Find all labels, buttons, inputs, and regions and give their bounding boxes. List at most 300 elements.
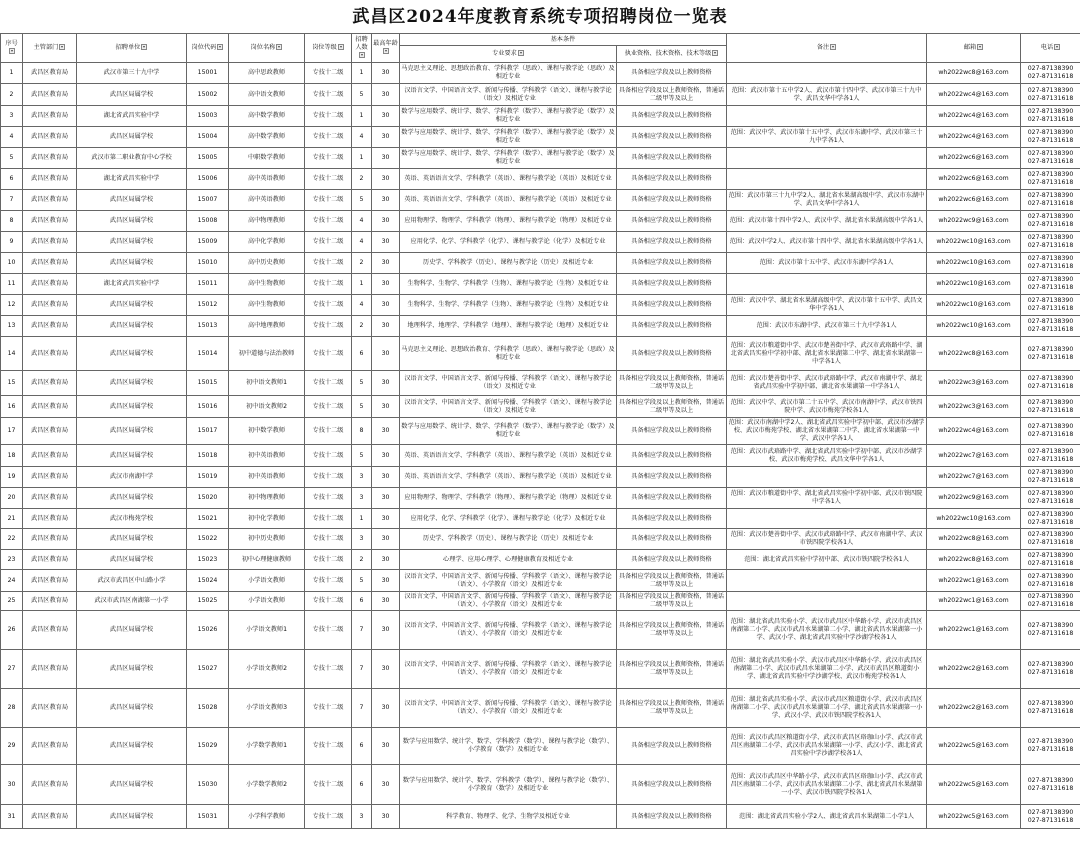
cell-qual[interactable]: 具备相应学段及以上教师资格: [617, 805, 727, 829]
cell-note[interactable]: [727, 148, 927, 169]
cell-qual[interactable]: 具备相应学段及以上教师资格: [617, 316, 727, 337]
cell-email[interactable]: wh2022wc3@163.com: [927, 396, 1021, 418]
filter-dropdown-icon[interactable]: [338, 44, 344, 50]
cell-name[interactable]: 小学语文教师1: [229, 611, 305, 650]
cell-code[interactable]: 15017: [187, 418, 229, 445]
cell-email[interactable]: wh2022wc1@163.com: [927, 570, 1021, 592]
cell-code[interactable]: 15004: [187, 127, 229, 148]
cell-phone[interactable]: 027-87138390 027-87131618: [1021, 190, 1080, 211]
cell-name[interactable]: 小学语文教师: [229, 592, 305, 611]
cell-name[interactable]: 初中历史教师: [229, 529, 305, 550]
cell-note[interactable]: 范围：武汉中学2人、武汉市第十四中学、湖北省水果湖高级中学各1人: [727, 232, 927, 253]
cell-major[interactable]: 汉语言文学、中国语言文学、新闻与传播、学科教学（语文）、课程与教学论（语文）及相近专业: [400, 84, 617, 106]
cell-note[interactable]: [727, 467, 927, 488]
cell-qual[interactable]: 具备相应学段及以上教师资格: [617, 232, 727, 253]
cell-qual[interactable]: 具备相应学段及以上教师资格，普通话二级甲等及以上: [617, 371, 727, 396]
cell-email[interactable]: wh2022wc8@163.com: [927, 337, 1021, 371]
filter-dropdown-icon[interactable]: [276, 44, 282, 50]
filter-dropdown-icon[interactable]: [359, 52, 365, 58]
header-note[interactable]: 备注: [727, 34, 927, 63]
cell-unit[interactable]: 武昌区局属学校: [77, 529, 187, 550]
cell-age[interactable]: 30: [372, 295, 400, 316]
cell-age[interactable]: 30: [372, 169, 400, 190]
cell-note[interactable]: 范围：湖北省武昌实验小学、武汉市武昌区粮道街小学、武汉市武昌区南湖第二小学、武汉市武昌水果湖第二小学、湖北省武昌水果湖第一小学、武汉小学、武汉市铁四院学校各1人: [727, 689, 927, 728]
cell-dept[interactable]: 武昌区教育局: [23, 529, 77, 550]
cell-major[interactable]: 马克思主义理论、思想政治教育、学科教学（思政）、课程与教学论（思政）及相近专业: [400, 63, 617, 84]
cell-num[interactable]: 6: [352, 337, 372, 371]
cell-email[interactable]: wh2022wc7@163.com: [927, 445, 1021, 467]
cell-seq[interactable]: 24: [1, 570, 23, 592]
cell-seq[interactable]: 29: [1, 728, 23, 765]
cell-age[interactable]: 30: [372, 148, 400, 169]
cell-level[interactable]: 专技十二级: [305, 611, 352, 650]
cell-seq[interactable]: 8: [1, 211, 23, 232]
cell-email[interactable]: wh2022wc8@163.com: [927, 63, 1021, 84]
cell-unit[interactable]: 武汉市武昌区南湖第一小学: [77, 592, 187, 611]
cell-age[interactable]: 30: [372, 570, 400, 592]
cell-phone[interactable]: 027-87138390 027-87131618: [1021, 371, 1080, 396]
cell-code[interactable]: 15031: [187, 805, 229, 829]
cell-phone[interactable]: 027-87138390 027-87131618: [1021, 211, 1080, 232]
cell-code[interactable]: 15012: [187, 295, 229, 316]
cell-age[interactable]: 30: [372, 592, 400, 611]
cell-level[interactable]: 专技十二级: [305, 316, 352, 337]
cell-name[interactable]: 高中生物教师: [229, 295, 305, 316]
cell-name[interactable]: 小学语文教师2: [229, 650, 305, 689]
cell-seq[interactable]: 2: [1, 84, 23, 106]
cell-major[interactable]: 汉语言文学、中国语言文学、新闻与传播、学科教学（语文）、课程与教学论（语文）及相近专业: [400, 396, 617, 418]
cell-qual[interactable]: 具备相应学段及以上教师资格: [617, 169, 727, 190]
cell-unit[interactable]: 武汉市第三十九中学: [77, 63, 187, 84]
cell-num[interactable]: 8: [352, 418, 372, 445]
cell-num[interactable]: 6: [352, 592, 372, 611]
cell-qual[interactable]: 具备相应学段及以上教师资格: [617, 337, 727, 371]
header-age[interactable]: 最高年龄: [372, 34, 400, 63]
cell-dept[interactable]: 武昌区教育局: [23, 316, 77, 337]
cell-major[interactable]: 生物科学、生物学、学科教学（生物）、课程与教学论（生物）及相近专业: [400, 295, 617, 316]
cell-note[interactable]: [727, 169, 927, 190]
cell-name[interactable]: 高中思政教师: [229, 63, 305, 84]
cell-num[interactable]: 4: [352, 232, 372, 253]
cell-name[interactable]: 高中英语教师: [229, 190, 305, 211]
cell-level[interactable]: 专技十二级: [305, 592, 352, 611]
cell-unit[interactable]: 武汉市武昌区中山路小学: [77, 570, 187, 592]
cell-dept[interactable]: 武昌区教育局: [23, 253, 77, 274]
cell-code[interactable]: 15029: [187, 728, 229, 765]
filter-dropdown-icon[interactable]: [141, 44, 147, 50]
cell-unit[interactable]: 武昌区局属学校: [77, 689, 187, 728]
cell-email[interactable]: wh2022wc8@163.com: [927, 529, 1021, 550]
filter-dropdown-icon[interactable]: [217, 44, 223, 50]
cell-note[interactable]: 范围：武汉市第十四中学2人、武汉中学、湖北省水果湖高级中学各1人: [727, 211, 927, 232]
cell-unit[interactable]: 武昌区局属学校: [77, 337, 187, 371]
cell-unit[interactable]: 武昌区局属学校: [77, 84, 187, 106]
cell-dept[interactable]: 武昌区教育局: [23, 689, 77, 728]
cell-note[interactable]: 范围：湖北省武昌实验小学、武汉市武昌区中华路小学、武汉市武昌区南湖第二小学、武汉市武昌水果湖第二小学、湖北省武昌水果湖第一小学、武汉小学、湖北省武昌实验中学沙湖学校各1人: [727, 611, 927, 650]
cell-qual[interactable]: 具备相应学段及以上教师资格: [617, 274, 727, 295]
cell-qual[interactable]: 具备相应学段及以上教师资格: [617, 253, 727, 274]
cell-level[interactable]: 专技十二级: [305, 295, 352, 316]
cell-level[interactable]: 专技十二级: [305, 650, 352, 689]
cell-phone[interactable]: 027-87138390 027-87131618: [1021, 445, 1080, 467]
cell-major[interactable]: 数学与应用数学、统计学、数学、学科教学（数学）、课程与教学论（数学）、小学教育（数学）及相近专业: [400, 765, 617, 805]
cell-phone[interactable]: 027-87138390 027-87131618: [1021, 106, 1080, 127]
cell-dept[interactable]: 武昌区教育局: [23, 805, 77, 829]
cell-name[interactable]: 小学语文教师3: [229, 689, 305, 728]
cell-unit[interactable]: 武昌区局属学校: [77, 445, 187, 467]
filter-dropdown-icon[interactable]: [518, 50, 524, 56]
cell-major[interactable]: 数学与应用数学、统计学、数学、学科教学（数学）、课程与教学论（数学）及相近专业: [400, 127, 617, 148]
cell-level[interactable]: 专技十二级: [305, 274, 352, 295]
cell-name[interactable]: 高中地理教师: [229, 316, 305, 337]
cell-name[interactable]: 高中物理教师: [229, 211, 305, 232]
header-code[interactable]: 岗位代码: [187, 34, 229, 63]
cell-unit[interactable]: 武昌区局属学校: [77, 611, 187, 650]
cell-seq[interactable]: 22: [1, 529, 23, 550]
cell-num[interactable]: 3: [352, 529, 372, 550]
cell-note[interactable]: 范围：武汉市南湖中学2人、湖北省武昌实验中学初中部、武汉市沙湖学校、武汉市梅苑学校、湖北省水果湖第二中学、湖北省水果湖第一中学、武汉中学各1人: [727, 418, 927, 445]
cell-major[interactable]: 生物科学、生物学、学科教学（生物）、课程与教学论（生物）及相近专业: [400, 274, 617, 295]
cell-seq[interactable]: 12: [1, 295, 23, 316]
cell-major[interactable]: 应用化学、化学、学科教学（化学）、课程与教学论（化学）及相近专业: [400, 232, 617, 253]
cell-email[interactable]: wh2022wc6@163.com: [927, 148, 1021, 169]
cell-age[interactable]: 30: [372, 445, 400, 467]
cell-seq[interactable]: 15: [1, 371, 23, 396]
cell-unit[interactable]: 武昌区局属学校: [77, 418, 187, 445]
cell-code[interactable]: 15007: [187, 190, 229, 211]
cell-code[interactable]: 15005: [187, 148, 229, 169]
cell-level[interactable]: 专技十二级: [305, 488, 352, 509]
cell-email[interactable]: wh2022wc4@163.com: [927, 106, 1021, 127]
cell-dept[interactable]: 武昌区教育局: [23, 190, 77, 211]
cell-phone[interactable]: 027-87138390 027-87131618: [1021, 63, 1080, 84]
cell-qual[interactable]: 具备相应学段及以上教师资格: [617, 418, 727, 445]
cell-phone[interactable]: 027-87138390 027-87131618: [1021, 611, 1080, 650]
cell-phone[interactable]: 027-87138390 027-87131618: [1021, 728, 1080, 765]
cell-code[interactable]: 15013: [187, 316, 229, 337]
cell-dept[interactable]: 武昌区教育局: [23, 371, 77, 396]
header-dept[interactable]: 主管部门: [23, 34, 77, 63]
cell-dept[interactable]: 武昌区教育局: [23, 148, 77, 169]
cell-age[interactable]: 30: [372, 529, 400, 550]
cell-num[interactable]: 7: [352, 611, 372, 650]
cell-qual[interactable]: 具备相应学段及以上教师资格: [617, 127, 727, 148]
cell-note[interactable]: 范围：武汉中学、湖北省水果湖高级中学、武汉市第十五中学、武昌文华中学各1人: [727, 295, 927, 316]
filter-dropdown-icon[interactable]: [9, 48, 15, 54]
cell-qual[interactable]: 具备相应学段及以上教师资格: [617, 106, 727, 127]
cell-num[interactable]: 2: [352, 169, 372, 190]
cell-dept[interactable]: 武昌区教育局: [23, 127, 77, 148]
cell-major[interactable]: 英语、英语语言文学、学科教学（英语）、课程与教学论（英语）及相近专业: [400, 190, 617, 211]
cell-dept[interactable]: 武昌区教育局: [23, 509, 77, 529]
cell-name[interactable]: 小学数学教师2: [229, 765, 305, 805]
cell-dept[interactable]: 武昌区教育局: [23, 611, 77, 650]
cell-seq[interactable]: 14: [1, 337, 23, 371]
cell-seq[interactable]: 4: [1, 127, 23, 148]
cell-seq[interactable]: 18: [1, 445, 23, 467]
cell-major[interactable]: 汉语言文学、中国语言文学、新闻与传播、学科教学（语文）、课程与教学论（语文）、小学教育（语文）及相近专业: [400, 650, 617, 689]
cell-seq[interactable]: 1: [1, 63, 23, 84]
cell-unit[interactable]: 武昌区局属学校: [77, 295, 187, 316]
cell-dept[interactable]: 武昌区教育局: [23, 445, 77, 467]
cell-seq[interactable]: 26: [1, 611, 23, 650]
cell-major[interactable]: 英语、英语语言文学、学科教学（英语）、课程与教学论（英语）及相近专业: [400, 467, 617, 488]
cell-seq[interactable]: 20: [1, 488, 23, 509]
header-email[interactable]: 邮箱: [927, 34, 1021, 63]
cell-code[interactable]: 15028: [187, 689, 229, 728]
cell-code[interactable]: 15010: [187, 253, 229, 274]
cell-dept[interactable]: 武昌区教育局: [23, 106, 77, 127]
cell-age[interactable]: 30: [372, 509, 400, 529]
header-unit[interactable]: 招聘单位: [77, 34, 187, 63]
cell-num[interactable]: 1: [352, 274, 372, 295]
cell-num[interactable]: 5: [352, 445, 372, 467]
cell-name[interactable]: 初中语文教师2: [229, 396, 305, 418]
cell-name[interactable]: 高中语文教师: [229, 84, 305, 106]
cell-code[interactable]: 15006: [187, 169, 229, 190]
cell-code[interactable]: 15027: [187, 650, 229, 689]
cell-phone[interactable]: 027-87138390 027-87131618: [1021, 805, 1080, 829]
cell-code[interactable]: 15018: [187, 445, 229, 467]
header-num[interactable]: 招聘人数: [352, 34, 372, 63]
cell-seq[interactable]: 16: [1, 396, 23, 418]
cell-num[interactable]: 2: [352, 550, 372, 570]
cell-age[interactable]: 30: [372, 418, 400, 445]
cell-seq[interactable]: 3: [1, 106, 23, 127]
cell-major[interactable]: 汉语言文学、中国语言文学、新闻与传播、学科教学（语文）、课程与教学论（语文）、小学教育（语文）及相近专业: [400, 689, 617, 728]
cell-major[interactable]: 数学与应用数学、统计学、数学、学科教学（数学）、课程与教学论（数学）及相近专业: [400, 148, 617, 169]
cell-name[interactable]: 高中历史教师: [229, 253, 305, 274]
cell-name[interactable]: 初中道德与法治教师: [229, 337, 305, 371]
cell-age[interactable]: 30: [372, 127, 400, 148]
cell-unit[interactable]: 武昌区局属学校: [77, 728, 187, 765]
cell-name[interactable]: 小学语文教师: [229, 570, 305, 592]
cell-name[interactable]: 高中数学教师: [229, 127, 305, 148]
cell-age[interactable]: 30: [372, 190, 400, 211]
cell-qual[interactable]: 具备相应学段及以上教师资格: [617, 295, 727, 316]
cell-major[interactable]: 应用物理学、物理学、学科教学（物理）、课程与教学论（物理）及相近专业: [400, 488, 617, 509]
cell-major[interactable]: 汉语言文学、中国语言文学、新闻与传播、学科教学（语文）、课程与教学论（语文）、小学教育（语文）及相近专业: [400, 611, 617, 650]
cell-phone[interactable]: 027-87138390 027-87131618: [1021, 689, 1080, 728]
cell-num[interactable]: 4: [352, 127, 372, 148]
cell-age[interactable]: 30: [372, 316, 400, 337]
cell-num[interactable]: 1: [352, 63, 372, 84]
cell-email[interactable]: wh2022wc6@163.com: [927, 190, 1021, 211]
cell-code[interactable]: 15025: [187, 592, 229, 611]
cell-note[interactable]: [727, 274, 927, 295]
cell-seq[interactable]: 31: [1, 805, 23, 829]
cell-email[interactable]: wh2022wc2@163.com: [927, 650, 1021, 689]
cell-qual[interactable]: 具备相应学段及以上教师资格，普通话二级甲等及以上: [617, 570, 727, 592]
cell-phone[interactable]: 027-87138390 027-87131618: [1021, 337, 1080, 371]
cell-dept[interactable]: 武昌区教育局: [23, 765, 77, 805]
cell-level[interactable]: 专技十二级: [305, 371, 352, 396]
cell-qual[interactable]: 具备相应学段及以上教师资格: [617, 509, 727, 529]
cell-email[interactable]: wh2022wc10@163.com: [927, 316, 1021, 337]
cell-note[interactable]: 范围：武汉市武昌区粮道街小学、武汉市武昌区珞珈山小学、武汉市武昌区南湖第二小学、武汉市武昌水果湖第一小学、武汉小学、湖北省武昌实验中学沙湖学校各1人: [727, 728, 927, 765]
cell-phone[interactable]: 027-87138390 027-87131618: [1021, 488, 1080, 509]
cell-email[interactable]: wh2022wc4@163.com: [927, 418, 1021, 445]
cell-phone[interactable]: 027-87138390 027-87131618: [1021, 509, 1080, 529]
cell-level[interactable]: 专技十二级: [305, 728, 352, 765]
cell-email[interactable]: wh2022wc6@163.com: [927, 169, 1021, 190]
cell-name[interactable]: 初中英语教师: [229, 467, 305, 488]
cell-phone[interactable]: 027-87138390 027-87131618: [1021, 418, 1080, 445]
cell-major[interactable]: 数学与应用数学、统计学、数学、学科教学（数学）、课程与教学论（数学）、小学教育（数学）及相近专业: [400, 728, 617, 765]
cell-name[interactable]: 初中心理健康教师: [229, 550, 305, 570]
cell-code[interactable]: 15030: [187, 765, 229, 805]
cell-seq[interactable]: 30: [1, 765, 23, 805]
cell-age[interactable]: 30: [372, 611, 400, 650]
cell-note[interactable]: 范围：湖北省武昌实验小学、武汉市武昌区中华路小学、武汉市武昌区南湖第二小学、武汉市武昌水果湖第二小学、武汉市武昌区粮道街小学、湖北省武昌实验中学沙湖学校、武汉市梅苑学校各1人: [727, 650, 927, 689]
cell-unit[interactable]: 武昌区局属学校: [77, 488, 187, 509]
filter-dropdown-icon[interactable]: [830, 44, 836, 50]
cell-level[interactable]: 专技十二级: [305, 467, 352, 488]
cell-dept[interactable]: 武昌区教育局: [23, 337, 77, 371]
cell-note[interactable]: 范围：武汉中学、武汉市第十五中学、武汉市东湖中学、武汉市第三十九中学各1人: [727, 127, 927, 148]
cell-phone[interactable]: 027-87138390 027-87131618: [1021, 84, 1080, 106]
cell-major[interactable]: 汉语言文学、中国语言文学、新闻与传播、学科教学（语文）、课程与教学论（语文）及相近专业: [400, 371, 617, 396]
cell-code[interactable]: 15020: [187, 488, 229, 509]
cell-age[interactable]: 30: [372, 650, 400, 689]
cell-unit[interactable]: 湖北省武昌实验中学: [77, 274, 187, 295]
cell-code[interactable]: 15022: [187, 529, 229, 550]
cell-age[interactable]: 30: [372, 765, 400, 805]
header-major[interactable]: 专业要求: [400, 46, 617, 63]
cell-qual[interactable]: 具备相应学段及以上教师资格: [617, 190, 727, 211]
cell-num[interactable]: 5: [352, 84, 372, 106]
cell-major[interactable]: 数学与应用数学、统计学、数学、学科教学（数学）、课程与教学论（数学）及相近专业: [400, 418, 617, 445]
cell-qual[interactable]: 具备相应学段及以上教师资格，普通话二级甲等及以上: [617, 689, 727, 728]
cell-code[interactable]: 15024: [187, 570, 229, 592]
cell-age[interactable]: 30: [372, 396, 400, 418]
cell-seq[interactable]: 7: [1, 190, 23, 211]
cell-seq[interactable]: 17: [1, 418, 23, 445]
cell-phone[interactable]: 027-87138390 027-87131618: [1021, 765, 1080, 805]
cell-level[interactable]: 专技十二级: [305, 570, 352, 592]
cell-unit[interactable]: 湖北省武昌实验中学: [77, 169, 187, 190]
cell-major[interactable]: 数学与应用数学、统计学、数学、学科教学（数学）、课程与教学论（数学）及相近专业: [400, 106, 617, 127]
cell-num[interactable]: 4: [352, 211, 372, 232]
cell-dept[interactable]: 武昌区教育局: [23, 396, 77, 418]
cell-age[interactable]: 30: [372, 106, 400, 127]
cell-phone[interactable]: 027-87138390 027-87131618: [1021, 316, 1080, 337]
cell-note[interactable]: 范围：武汉市楚善街中学、武汉市武珞路中学、武汉市南湖中学、武汉市铁四院学校各1人: [727, 529, 927, 550]
filter-dropdown-icon[interactable]: [712, 50, 718, 56]
cell-code[interactable]: 15015: [187, 371, 229, 396]
cell-level[interactable]: 专技十二级: [305, 211, 352, 232]
cell-seq[interactable]: 5: [1, 148, 23, 169]
cell-level[interactable]: 专技十二级: [305, 396, 352, 418]
cell-age[interactable]: 30: [372, 253, 400, 274]
cell-qual[interactable]: 具备相应学段及以上教师资格，普通话二级甲等及以上: [617, 396, 727, 418]
cell-level[interactable]: 专技十二级: [305, 805, 352, 829]
cell-name[interactable]: 初中化学教师: [229, 509, 305, 529]
cell-email[interactable]: wh2022wc8@163.com: [927, 550, 1021, 570]
cell-unit[interactable]: 武汉市梅苑学校: [77, 509, 187, 529]
cell-level[interactable]: 专技十二级: [305, 765, 352, 805]
cell-note[interactable]: 范围：武汉市粮道街中学、武汉市楚善街中学、武汉市武珞路中学、湖北省武昌实验中学初中部、湖北省水果湖第二中学、湖北省水果湖第一中学各1人: [727, 337, 927, 371]
cell-name[interactable]: 初中语文教师1: [229, 371, 305, 396]
cell-email[interactable]: wh2022wc10@163.com: [927, 274, 1021, 295]
cell-major[interactable]: 汉语言文学、中国语言文学、新闻与传播、学科教学（语文）、课程与教学论（语文）、小学教育（语文）及相近专业: [400, 570, 617, 592]
cell-note[interactable]: 范围：武汉市东湖中学、武汉市第三十九中学各1人: [727, 316, 927, 337]
cell-phone[interactable]: 027-87138390 027-87131618: [1021, 650, 1080, 689]
cell-age[interactable]: 30: [372, 274, 400, 295]
cell-code[interactable]: 15009: [187, 232, 229, 253]
cell-qual[interactable]: 具备相应学段及以上教师资格，普通话二级甲等及以上: [617, 650, 727, 689]
cell-email[interactable]: wh2022wc9@163.com: [927, 488, 1021, 509]
cell-unit[interactable]: 武昌区局属学校: [77, 371, 187, 396]
cell-level[interactable]: 专技十二级: [305, 337, 352, 371]
cell-unit[interactable]: 武昌区局属学校: [77, 650, 187, 689]
cell-qual[interactable]: 具备相应学段及以上教师资格: [617, 488, 727, 509]
cell-seq[interactable]: 13: [1, 316, 23, 337]
cell-email[interactable]: wh2022wc1@163.com: [927, 592, 1021, 611]
filter-dropdown-icon[interactable]: [59, 44, 65, 50]
cell-dept[interactable]: 武昌区教育局: [23, 592, 77, 611]
cell-dept[interactable]: 武昌区教育局: [23, 274, 77, 295]
cell-name[interactable]: 中职数学教师: [229, 148, 305, 169]
cell-num[interactable]: 5: [352, 570, 372, 592]
cell-dept[interactable]: 武昌区教育局: [23, 169, 77, 190]
cell-num[interactable]: 3: [352, 488, 372, 509]
cell-name[interactable]: 小学科学教师: [229, 805, 305, 829]
cell-level[interactable]: 专技十二级: [305, 169, 352, 190]
cell-dept[interactable]: 武昌区教育局: [23, 550, 77, 570]
cell-email[interactable]: wh2022wc10@163.com: [927, 232, 1021, 253]
cell-name[interactable]: 高中英语教师: [229, 169, 305, 190]
cell-major[interactable]: 心理学、应用心理学、心理健康教育及相近专业: [400, 550, 617, 570]
cell-major[interactable]: 英语、英语语言文学、学科教学（英语）、课程与教学论（英语）及相近专业: [400, 169, 617, 190]
cell-phone[interactable]: 027-87138390 027-87131618: [1021, 467, 1080, 488]
cell-code[interactable]: 15026: [187, 611, 229, 650]
cell-seq[interactable]: 23: [1, 550, 23, 570]
cell-unit[interactable]: 武汉市第二职业教育中心学校: [77, 148, 187, 169]
cell-major[interactable]: 应用化学、化学、学科教学（化学）、课程与教学论（化学）及相近专业: [400, 509, 617, 529]
cell-dept[interactable]: 武昌区教育局: [23, 295, 77, 316]
cell-note[interactable]: 范围：武汉市武昌区中华路小学、武汉市武昌区珞珈山小学、武汉市武昌区南湖第二小学、武汉市武昌水果湖第二小学、湖北省武昌水果湖第一小学、武汉市铁四院学校各1人: [727, 765, 927, 805]
cell-num[interactable]: 2: [352, 253, 372, 274]
cell-email[interactable]: wh2022wc1@163.com: [927, 611, 1021, 650]
cell-email[interactable]: wh2022wc3@163.com: [927, 371, 1021, 396]
cell-num[interactable]: 3: [352, 805, 372, 829]
cell-qual[interactable]: 具备相应学段及以上教师资格: [617, 148, 727, 169]
cell-unit[interactable]: 武昌区局属学校: [77, 253, 187, 274]
cell-email[interactable]: wh2022wc10@163.com: [927, 295, 1021, 316]
cell-level[interactable]: 专技十二级: [305, 529, 352, 550]
cell-age[interactable]: 30: [372, 805, 400, 829]
header-phone[interactable]: 电话: [1021, 34, 1080, 63]
cell-seq[interactable]: 25: [1, 592, 23, 611]
cell-phone[interactable]: 027-87138390 027-87131618: [1021, 295, 1080, 316]
cell-code[interactable]: 15016: [187, 396, 229, 418]
cell-phone[interactable]: 027-87138390 027-87131618: [1021, 550, 1080, 570]
cell-age[interactable]: 30: [372, 550, 400, 570]
cell-age[interactable]: 30: [372, 232, 400, 253]
cell-level[interactable]: 专技十二级: [305, 148, 352, 169]
cell-num[interactable]: 1: [352, 106, 372, 127]
cell-email[interactable]: wh2022wc2@163.com: [927, 689, 1021, 728]
cell-num[interactable]: 1: [352, 148, 372, 169]
cell-note[interactable]: 范围：武汉市第十五中学、武汉市东湖中学各1人: [727, 253, 927, 274]
cell-seq[interactable]: 10: [1, 253, 23, 274]
cell-phone[interactable]: 027-87138390 027-87131618: [1021, 570, 1080, 592]
header-level[interactable]: 岗位等级: [305, 34, 352, 63]
cell-qual[interactable]: 具备相应学段及以上教师资格，普通话二级甲等及以上: [617, 611, 727, 650]
cell-note[interactable]: 范围：武汉市武珞路中学、湖北省武昌实验中学初中部、武汉市沙湖学校、武汉市梅苑学校、武昌文华中学各1人: [727, 445, 927, 467]
header-qual[interactable]: 执业资格、技术资格、技术等级: [617, 46, 727, 63]
